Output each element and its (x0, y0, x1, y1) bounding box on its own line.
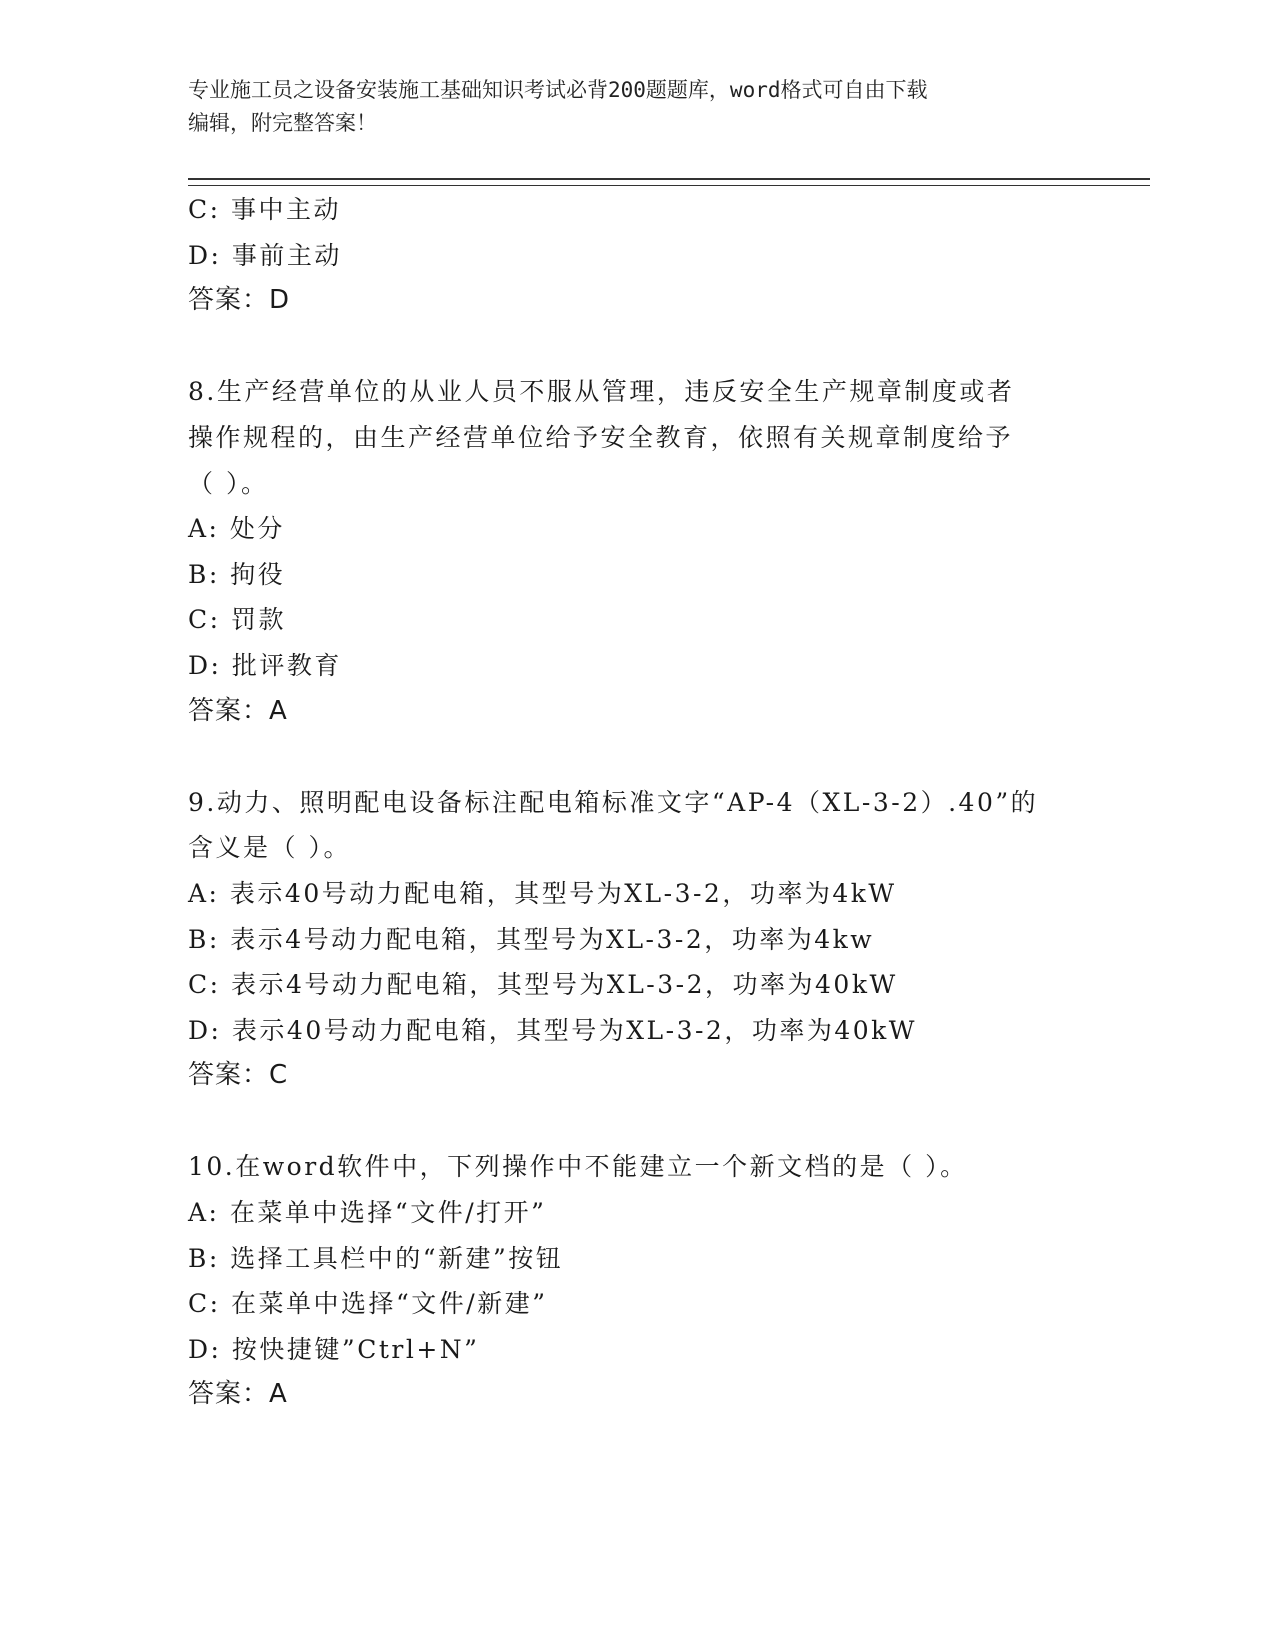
option-b: B: 表示4号动力配电箱，其型号为XL-3-2，功率为4kw (188, 924, 875, 954)
document-header (188, 74, 1088, 140)
spacer (188, 734, 1088, 780)
option-d: D: 批评教育 (188, 650, 342, 680)
question-text: 9.动力、照明配电设备标注配电箱标准文字“AP-4（XL-3-2）.40”的 (188, 787, 1039, 817)
answer-label: 答案：C (188, 1060, 289, 1091)
question-text: 8.生产经营单位的从业人员不服从管理，违反安全生产规章制度或者 (188, 377, 1015, 407)
spacer (188, 324, 1088, 370)
answer-label: 答案：A (188, 1379, 288, 1410)
answer-label: 答案：A (188, 695, 288, 726)
question-text: 含义是（ ）。 (188, 833, 351, 863)
header-divider (188, 178, 1150, 186)
spacer (188, 1099, 1088, 1145)
header-title-line-1: 专业施工员之设备安装施工基础知识考试必背200题题库，word格式可自由下载 (188, 78, 928, 102)
option-b: B: 拘役 (188, 559, 286, 589)
question-9 (188, 780, 1088, 1099)
answer-label: 答案：D (188, 285, 291, 316)
header-title-line-2: 编辑，附完整答案！ (188, 111, 377, 135)
option-d: D: 事前主动 (188, 240, 342, 270)
option-c: C: 在菜单中选择“文件/新建” (188, 1289, 548, 1319)
option-a: A: 处分 (188, 514, 285, 544)
option-d: D: 按快捷键”Ctrl+N” (188, 1334, 480, 1364)
question-text: 操作规程的，由生产经营单位给予安全教育，依照有关规章制度给予 (188, 422, 1014, 452)
question-text: （ ）。 (188, 468, 269, 498)
question-10 (188, 1144, 1088, 1418)
option-c: C: 表示4号动力配电箱，其型号为XL-3-2，功率为40kW (188, 970, 898, 1000)
question-text: 10.在word软件中，下列操作中不能建立一个新文档的是（ ）。 (188, 1152, 968, 1182)
document-body (188, 187, 1088, 1418)
option-d: D: 表示40号动力配电箱，其型号为XL-3-2，功率为40kW (188, 1015, 917, 1045)
option-a: A: 在菜单中选择“文件/打开” (188, 1198, 547, 1228)
question-7-tail (188, 187, 1088, 324)
option-a: A: 表示40号动力配电箱，其型号为XL-3-2，功率为4kW (188, 878, 897, 908)
question-8 (188, 369, 1088, 734)
option-c: C: 罚款 (188, 605, 286, 635)
option-b: B: 选择工具栏中的“新建”按钮 (188, 1243, 564, 1273)
option-c: C: 事中主动 (188, 195, 341, 224)
